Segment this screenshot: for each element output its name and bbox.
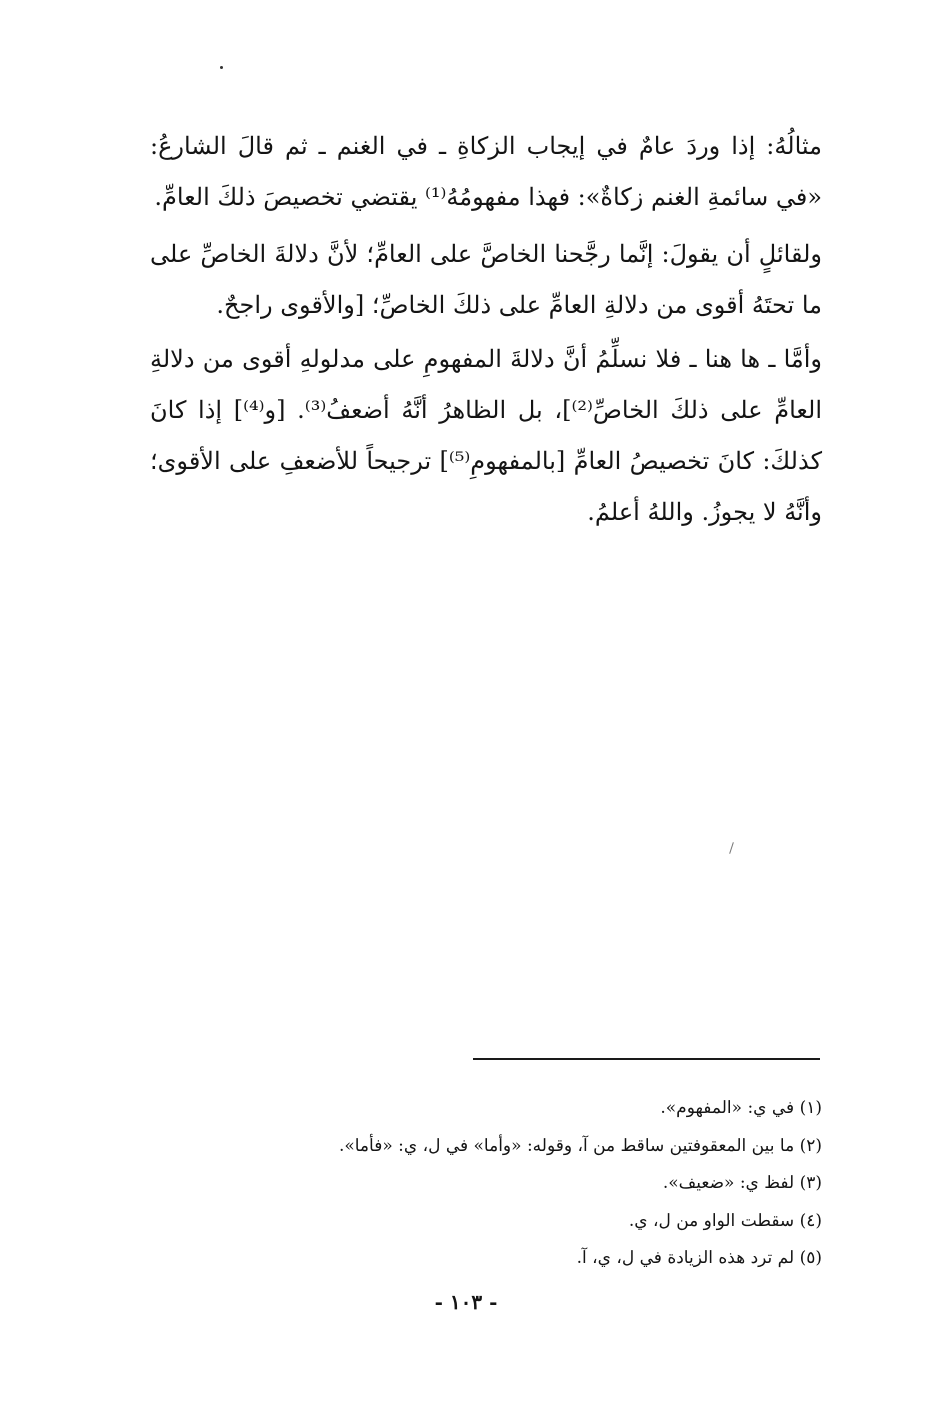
page-number: - ١٠٣ - xyxy=(434,1290,498,1314)
paragraph-3: وأمَّا ـ ها هنا ـ فلا نسلِّمُ أنَّ دلالةَ المفهومِ على مدلولهِ أقوى من دلالةِ العامِّ على ذلكَ الخاصِّ⁽²⁾]، بل الظاهرُ أنَّهُ أضعفُ⁽³⁾. [و⁽⁴⁾] إذا كانَ كذلكَ: كانَ تخصيصُ العامِّ [بالمفهومِ⁽⁵⁾] ترجيحاً للأضعفِ على الأقوى؛ وأنَّهُ لا يجوزُ. واللهُ أعلمُ. xyxy=(150,345,822,526)
scan-speck xyxy=(220,66,223,69)
footnote-4: (٤) سقطت الواو من ل، ي. xyxy=(628,1210,822,1231)
footnote-separator xyxy=(473,1058,820,1060)
footnotes-list xyxy=(150,1090,822,1278)
footnote-3: (٣) لفظ ي: «ضعيف». xyxy=(662,1173,822,1193)
footnote-2: (٢) ما بين المعقوفتين ساقط من آ، وقوله: «وأما» في ل، ي: «فأما». xyxy=(338,1135,822,1156)
paragraph-2: ولقائلٍ أن يقولَ: إنَّما رجَّحنا الخاصَّ على العامِّ؛ لأنَّ دلالةَ الخاصِّ على ما تحتَهُ أقوى من دلالةِ العامِّ على ذلكَ الخاصِّ؛ [والأقوى راجحٌ. xyxy=(150,240,822,319)
paragraph-1: مثالُهُ: إذا وردَ عامٌ في إيجاب الزكاةِ ـ في الغنم ـ ثم قالَ الشارعُ: «في سائمةِ الغنم زكاةٌ»: فهذا مفهومُهُ⁽¹⁾ يقتضي تخصيصَ ذلكَ العامِّ. xyxy=(150,132,822,211)
footnote-1: (١) في ي: «المفهوم». xyxy=(660,1098,822,1118)
scan-mark xyxy=(729,842,734,854)
footnote-5: (٥) لم ترد هذه الزيادة في ل، ي، آ. xyxy=(576,1248,822,1268)
